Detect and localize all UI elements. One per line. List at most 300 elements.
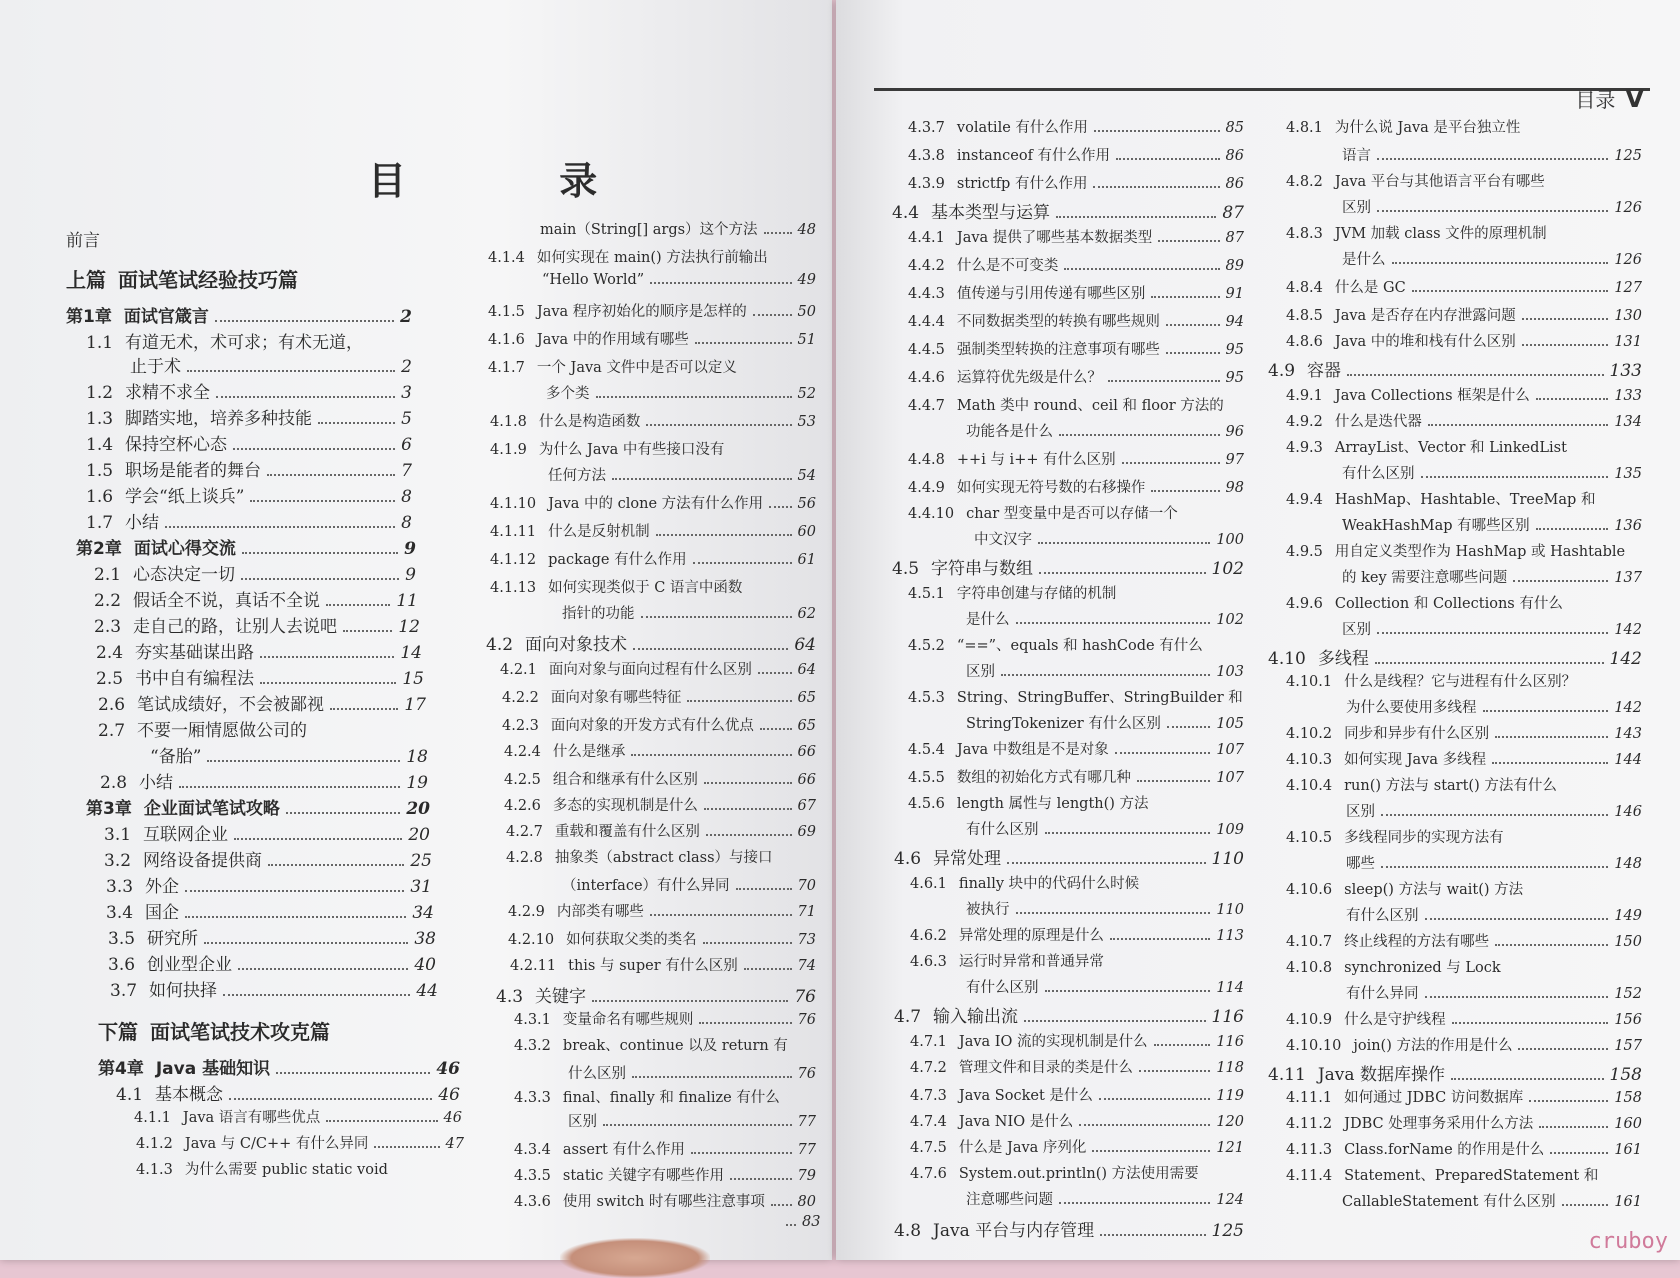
toc-entry bbox=[540, 218, 816, 239]
toc-entry-number: 1.5 bbox=[86, 461, 114, 481]
toc-entry bbox=[1286, 592, 1616, 613]
toc-entry-number: 4.10.8 bbox=[1286, 960, 1333, 976]
toc-entry-number: 1.3 bbox=[86, 409, 114, 429]
toc-entry bbox=[1342, 1190, 1642, 1211]
toc-entry-page: 65 bbox=[797, 718, 816, 734]
dot-leader bbox=[1536, 398, 1609, 400]
toc-entry bbox=[508, 900, 816, 921]
dot-leader bbox=[1562, 1204, 1609, 1206]
dot-leader bbox=[760, 728, 792, 730]
dot-leader bbox=[744, 968, 792, 970]
toc-entry-title: Java Socket 是什么 bbox=[958, 1088, 1093, 1104]
dot-leader bbox=[374, 1146, 439, 1148]
toc-entry-page: 9 bbox=[404, 539, 416, 559]
toc-entry-number: 4.4 bbox=[892, 203, 920, 223]
toc-entry bbox=[894, 1002, 1244, 1027]
dot-leader bbox=[330, 708, 398, 710]
toc-entry-number: 4.9.6 bbox=[1286, 596, 1323, 612]
toc-entry bbox=[490, 520, 816, 541]
dot-leader bbox=[1539, 1126, 1608, 1128]
dot-leader bbox=[693, 562, 792, 564]
toc-entry bbox=[908, 144, 1244, 165]
toc-entry-title: Java 平台与内存管理 bbox=[933, 1221, 1095, 1241]
dot-leader bbox=[1139, 1070, 1210, 1072]
dot-leader bbox=[1110, 938, 1210, 940]
toc-entry-number: 4.4.7 bbox=[908, 398, 945, 414]
toc-entry-number: 4.11.4 bbox=[1286, 1168, 1333, 1184]
toc-entry bbox=[908, 338, 1244, 359]
toc-entry-title: 值传递与引用传递有哪些区别 bbox=[956, 286, 1146, 302]
toc-entry-number: 4.2.5 bbox=[504, 772, 541, 788]
toc-entry-page: 69 bbox=[797, 824, 816, 840]
toc-entry-number: 第3章 bbox=[86, 799, 132, 819]
dot-leader bbox=[786, 1224, 796, 1226]
toc-entry-title: finally 块中的代码什么时候 bbox=[958, 876, 1140, 892]
toc-entry-page: 76 bbox=[797, 1066, 816, 1082]
toc-entry bbox=[894, 844, 1244, 869]
toc-entry-title: 假话全不说，真话不全说 bbox=[133, 591, 321, 611]
toc-entry-number: 4.1.4 bbox=[488, 250, 525, 266]
toc-entry-title: run() 方法与 start() 方法有什么 bbox=[1344, 778, 1557, 794]
toc-entry bbox=[100, 768, 428, 793]
dot-leader bbox=[1116, 158, 1220, 160]
toc-entry-title: 功能各是什么 bbox=[966, 424, 1053, 440]
toc-entry bbox=[106, 872, 432, 897]
dot-leader bbox=[1495, 736, 1608, 738]
dot-leader bbox=[179, 786, 400, 788]
toc-entry-number: 2.2 bbox=[94, 591, 122, 611]
dot-leader bbox=[1451, 1078, 1604, 1080]
toc-entry bbox=[910, 872, 1220, 893]
toc-entry-page: 77 bbox=[797, 1142, 816, 1158]
dot-leader bbox=[656, 534, 792, 536]
dot-leader bbox=[215, 320, 394, 322]
toc-entry bbox=[1286, 956, 1616, 977]
toc-entry-title: 研究所 bbox=[147, 929, 199, 949]
toc-entry-number: 4.4.2 bbox=[908, 258, 945, 274]
toc-entry bbox=[966, 420, 1244, 441]
toc-entry-number: 4.3.9 bbox=[908, 176, 945, 192]
toc-entry bbox=[1286, 488, 1616, 509]
toc-entry-page: 79 bbox=[797, 1168, 816, 1184]
toc-entry-page: 66 bbox=[797, 744, 816, 760]
toc-entry bbox=[1286, 540, 1642, 561]
dot-leader bbox=[641, 616, 792, 618]
toc-entry-title: 小结 bbox=[125, 513, 160, 533]
toc-entry bbox=[510, 954, 816, 975]
toc-entry-number: 4.7.6 bbox=[910, 1166, 947, 1182]
toc-entry-page: 85 bbox=[1225, 120, 1244, 136]
toc-entry-number: 下篇 bbox=[98, 1020, 138, 1044]
toc-entry-title: 哪些 bbox=[1346, 856, 1375, 872]
toc-entry-number: 2.4 bbox=[96, 643, 124, 663]
toc-entry-title: 是什么 bbox=[966, 612, 1010, 628]
toc-entry-number: 4.1.5 bbox=[488, 304, 525, 320]
toc-entry-title: CallableStatement 有什么区别 bbox=[1342, 1194, 1556, 1210]
toc-entry bbox=[908, 310, 1244, 331]
header-rule bbox=[874, 88, 1650, 91]
toc-entry-number: 4.1.2 bbox=[136, 1136, 173, 1152]
toc-entry-title: 基本类型与运算 bbox=[931, 203, 1051, 223]
header-label: 目录 bbox=[1575, 88, 1616, 112]
toc-entry-page: 149 bbox=[1614, 908, 1642, 924]
toc-entry bbox=[974, 528, 1244, 549]
toc-entry-title: Java NIO 是什么 bbox=[958, 1114, 1074, 1130]
toc-entry-page: 71 bbox=[797, 904, 816, 920]
toc-entry-page: 91 bbox=[1225, 286, 1244, 302]
toc-entry bbox=[106, 898, 434, 923]
toc-entry-title: this 与 super 有什么区别 bbox=[568, 958, 738, 974]
toc-entry-number: 4.10.10 bbox=[1286, 1038, 1342, 1054]
toc-entry-title: StringTokenizer 有什么区别 bbox=[966, 716, 1161, 732]
toc-entry-page: 64 bbox=[794, 635, 816, 655]
toc-entry-title: 组合和继承有什么区别 bbox=[552, 772, 698, 788]
dot-leader bbox=[1108, 380, 1220, 382]
dot-leader bbox=[1518, 1048, 1608, 1050]
toc-entry-title: Java 与 C/C++ 有什么异同 bbox=[184, 1136, 369, 1152]
toc-entry-page: 156 bbox=[1614, 1012, 1642, 1028]
dot-leader bbox=[233, 448, 395, 450]
toc-entry-number: 4.7.1 bbox=[910, 1034, 947, 1050]
toc-entry-title: final、finally 和 finalize 有什么 bbox=[562, 1090, 780, 1106]
toc-entry-title: 终止线程的方法有哪些 bbox=[1344, 934, 1490, 950]
dot-leader bbox=[631, 754, 791, 756]
dot-leader bbox=[204, 942, 408, 944]
toc-entry-title: 变量命名有哪些规则 bbox=[562, 1012, 694, 1028]
toc-entry bbox=[1268, 1060, 1642, 1085]
dot-leader bbox=[1166, 352, 1220, 354]
dot-leader bbox=[326, 604, 390, 606]
toc-entry bbox=[910, 1110, 1244, 1131]
toc-entry bbox=[514, 1190, 816, 1211]
toc-entry-title: 什么是线程？它与进程有什么区别？ bbox=[1344, 674, 1577, 690]
dot-leader bbox=[1158, 240, 1219, 242]
toc-entry-title: 多线程 bbox=[1317, 649, 1369, 669]
toc-entry-title: Java 中的堆和栈有什么区别 bbox=[1334, 334, 1516, 350]
toc-entry bbox=[98, 1016, 418, 1045]
dot-leader bbox=[260, 682, 396, 684]
toc-entry-page: 125 bbox=[1614, 148, 1642, 164]
toc-entry-number: 4.10.2 bbox=[1286, 726, 1333, 742]
dot-leader bbox=[250, 500, 395, 502]
toc-entry bbox=[514, 1086, 784, 1107]
toc-entry bbox=[908, 766, 1244, 787]
toc-entry bbox=[966, 818, 1244, 839]
toc-entry-page: 116 bbox=[1211, 1007, 1244, 1027]
toc-entry-title: 有什么异同 bbox=[1346, 986, 1419, 1002]
toc-entry-number: 3.4 bbox=[106, 903, 134, 923]
toc-entry-page: 102 bbox=[1216, 612, 1244, 628]
toc-entry-title: “==”、equals 和 hashCode 有什么 bbox=[956, 638, 1203, 654]
toc-entry-title: 心态决定一切 bbox=[133, 565, 236, 585]
toc-entry-number: 4.11.1 bbox=[1286, 1090, 1333, 1106]
toc-entry-number: 4.10.1 bbox=[1286, 674, 1333, 690]
toc-entry bbox=[1268, 356, 1642, 381]
toc-entry-number: 4.3.7 bbox=[908, 120, 945, 136]
toc-entry bbox=[504, 740, 816, 761]
toc-entry bbox=[86, 508, 412, 533]
toc-entry bbox=[1342, 618, 1642, 639]
toc-entry-number: 4.9 bbox=[1268, 361, 1296, 381]
toc-entry bbox=[542, 272, 816, 288]
dot-leader bbox=[1056, 216, 1216, 218]
toc-entry-number: 4.7.5 bbox=[910, 1140, 947, 1156]
dot-leader bbox=[758, 672, 792, 674]
toc-entry bbox=[908, 686, 1243, 707]
toc-entry bbox=[150, 742, 428, 767]
toc-entry-page: 46 bbox=[438, 1085, 460, 1105]
toc-entry-page: 109 bbox=[1216, 822, 1244, 838]
toc-entry-title: 多态的实现机制是什么 bbox=[552, 798, 698, 814]
toc-entry bbox=[490, 576, 790, 597]
dot-leader bbox=[1151, 296, 1219, 298]
toc-entry-page: 89 bbox=[1225, 258, 1244, 274]
toc-entry-page: 148 bbox=[1614, 856, 1642, 872]
toc-entry-number: 4.6.1 bbox=[910, 876, 947, 892]
toc-entry-title: 网络设备提供商 bbox=[143, 851, 263, 871]
dot-leader bbox=[736, 888, 792, 890]
toc-entry bbox=[86, 404, 412, 429]
toc-entry bbox=[506, 846, 790, 867]
dot-leader bbox=[229, 1098, 432, 1100]
toc-entry-page: 83 bbox=[802, 1214, 821, 1230]
toc-entry-number: 4.6.2 bbox=[910, 928, 947, 944]
toc-entry-title: 基本概念 bbox=[155, 1085, 224, 1105]
toc-entry-title: 学会“纸上谈兵” bbox=[125, 487, 245, 507]
toc-entry-page: 110 bbox=[1211, 849, 1244, 869]
toc-entry-title: 如何实现无符号数的右移操作 bbox=[956, 480, 1146, 496]
toc-entry-title: 内部类有哪些 bbox=[556, 904, 644, 920]
toc-entry bbox=[1342, 144, 1642, 165]
toc-entry-page: 136 bbox=[1614, 518, 1642, 534]
toc-entry-number: 4.5.5 bbox=[908, 770, 945, 786]
toc-entry bbox=[966, 712, 1244, 733]
toc-entry-number: 1.6 bbox=[86, 487, 114, 507]
dot-leader bbox=[1495, 944, 1608, 946]
toc-entry-page: 107 bbox=[1216, 742, 1244, 758]
dot-leader bbox=[1092, 1150, 1210, 1152]
toc-entry bbox=[514, 1164, 816, 1185]
toc-entry bbox=[96, 638, 422, 663]
toc-entry-title: volatile 有什么作用 bbox=[956, 120, 1088, 136]
toc-entry-title: 职场是能者的舞台 bbox=[125, 461, 262, 481]
toc-entry bbox=[1268, 644, 1642, 669]
toc-entry bbox=[66, 264, 386, 293]
toc-entry-page: 100 bbox=[1216, 532, 1244, 548]
toc-entry bbox=[910, 1084, 1244, 1105]
toc-entry bbox=[108, 950, 436, 975]
dot-leader bbox=[633, 648, 788, 650]
dot-leader bbox=[1100, 1234, 1205, 1236]
toc-entry bbox=[562, 874, 816, 895]
toc-entry-title: String、StringBuffer、StringBuilder 和 bbox=[956, 690, 1243, 706]
toc-entry-title: Java 程序初始化的顺序是怎样的 bbox=[536, 304, 747, 320]
toc-entry-page: 31 bbox=[410, 877, 432, 897]
dot-leader bbox=[216, 396, 395, 398]
toc-entry bbox=[496, 982, 816, 1007]
toc-entry bbox=[1286, 722, 1642, 743]
toc-entry-title: join() 方法的作用是什么 bbox=[1353, 1038, 1513, 1054]
dot-leader bbox=[165, 526, 395, 528]
toc-entry bbox=[86, 456, 412, 481]
toc-entry-title: 字符串与数组 bbox=[931, 559, 1034, 579]
toc-entry bbox=[1346, 852, 1642, 873]
dot-leader bbox=[207, 760, 400, 762]
toc-entry bbox=[1286, 670, 1626, 691]
dot-leader bbox=[1522, 344, 1609, 346]
toc-entry bbox=[66, 226, 366, 251]
toc-entry-number: 4.5.3 bbox=[908, 690, 945, 706]
toc-entry-page: 98 bbox=[1225, 480, 1244, 496]
toc-entry bbox=[1286, 748, 1642, 769]
toc-entry-title: 区别 bbox=[1346, 804, 1375, 820]
toc-entry-title: 强制类型转换的注意事项有哪些 bbox=[956, 342, 1160, 358]
toc-entry-page: 46 bbox=[436, 1059, 460, 1079]
toc-entry-page: 44 bbox=[416, 981, 438, 1001]
toc-entry bbox=[1286, 1086, 1642, 1107]
toc-entry-number: 4.2.4 bbox=[504, 744, 541, 760]
running-header bbox=[1575, 84, 1644, 113]
toc-entry-number: 4.10.3 bbox=[1286, 752, 1333, 768]
toc-entry-title: 为什么 Java 中有些接口没有 bbox=[538, 442, 725, 458]
toc-entry bbox=[1342, 462, 1642, 483]
dot-leader bbox=[185, 916, 406, 918]
toc-entry-title: Java 基础知识 bbox=[155, 1059, 271, 1079]
dot-leader bbox=[260, 656, 394, 658]
dot-leader bbox=[1154, 1044, 1211, 1046]
toc-entry-page: 118 bbox=[1216, 1060, 1244, 1076]
toc-entry-page: 53 bbox=[797, 414, 816, 430]
toc-entry-page: 65 bbox=[797, 690, 816, 706]
toc-entry bbox=[908, 172, 1244, 193]
toc-entry-number: 3.7 bbox=[110, 981, 138, 1001]
finger-image bbox=[560, 1238, 710, 1278]
toc-entry-number: 4.1.11 bbox=[490, 524, 537, 540]
toc-entry bbox=[104, 846, 432, 871]
toc-entry bbox=[136, 1132, 464, 1153]
toc-entry bbox=[98, 1054, 460, 1079]
toc-entry-number: 2.6 bbox=[98, 695, 126, 715]
toc-entry bbox=[568, 1110, 816, 1131]
toc-entry-title: 止于术 bbox=[130, 357, 181, 377]
dot-leader bbox=[1045, 990, 1211, 992]
dot-leader bbox=[1412, 290, 1609, 292]
toc-entry-page: 133 bbox=[1609, 361, 1642, 381]
toc-entry-number: 4.2.10 bbox=[508, 932, 555, 948]
toc-entry-page: 134 bbox=[1614, 414, 1642, 430]
dot-leader bbox=[234, 838, 402, 840]
toc-entry-page: 46 bbox=[443, 1110, 462, 1126]
toc-entry bbox=[908, 366, 1244, 387]
toc-entry-page: 114 bbox=[1216, 980, 1244, 996]
toc-entry bbox=[546, 382, 816, 403]
toc-entry-title: strictfp 有什么作用 bbox=[956, 176, 1088, 192]
toc-entry-title: JVM 加载 class 文件的原理机制 bbox=[1334, 226, 1547, 242]
toc-entry-number: 4.1.3 bbox=[136, 1162, 173, 1178]
toc-entry-number: 2.1 bbox=[94, 565, 122, 585]
dot-leader bbox=[1166, 324, 1220, 326]
toc-entry-page: 6 bbox=[401, 435, 412, 455]
toc-entry-title: synchronized 与 Lock bbox=[1344, 960, 1501, 976]
toc-entry-number: 4.1 bbox=[116, 1085, 144, 1105]
toc-entry-number: 4.1.6 bbox=[488, 332, 525, 348]
dot-leader bbox=[1513, 580, 1608, 582]
toc-entry-number: 4.11 bbox=[1268, 1065, 1306, 1085]
toc-entry-title: 互联网企业 bbox=[143, 825, 229, 845]
toc-entry-page: 56 bbox=[797, 496, 816, 512]
dot-leader bbox=[223, 994, 410, 996]
toc-entry-page: 120 bbox=[1216, 1114, 1244, 1130]
toc-entry bbox=[1286, 878, 1616, 899]
toc-entry-title: break、continue 以及 return 有 bbox=[562, 1038, 788, 1054]
dot-leader bbox=[268, 864, 404, 866]
toc-entry bbox=[508, 928, 816, 949]
dot-leader bbox=[286, 812, 400, 814]
toc-entry bbox=[488, 300, 816, 321]
toc-entry-page: 77 bbox=[797, 1114, 816, 1130]
toc-entry-page: 9 bbox=[405, 565, 416, 585]
dot-leader bbox=[603, 1124, 792, 1126]
toc-entry-page: 86 bbox=[1225, 148, 1244, 164]
dot-leader bbox=[1377, 210, 1608, 212]
dot-leader bbox=[1381, 814, 1608, 816]
toc-entry-page: 143 bbox=[1614, 726, 1642, 742]
toc-entry-number: 4.7.2 bbox=[910, 1060, 947, 1076]
toc-entry bbox=[490, 438, 790, 459]
left-page bbox=[0, 0, 832, 1260]
toc-entry-page: 125 bbox=[1211, 1221, 1244, 1241]
toc-entry bbox=[1286, 1112, 1642, 1133]
dot-leader bbox=[699, 1022, 791, 1024]
toc-entry-number: 4.11.2 bbox=[1286, 1116, 1333, 1132]
toc-entry-title: 语言 bbox=[1342, 148, 1371, 164]
dot-leader bbox=[691, 1152, 792, 1154]
toc-entry-number: 2.5 bbox=[96, 669, 124, 689]
toc-entry-page: 137 bbox=[1614, 570, 1642, 586]
toc-entry-title: 的 key 需要注意哪些问题 bbox=[1342, 570, 1508, 586]
toc-entry-number: 3.6 bbox=[108, 955, 136, 975]
toc-entry-title: assert 有什么作用 bbox=[562, 1142, 685, 1158]
toc-entry-page: 160 bbox=[1614, 1116, 1642, 1132]
toc-entry-number: 4.1.7 bbox=[488, 360, 525, 376]
toc-entry-page: 38 bbox=[414, 929, 436, 949]
toc-entry bbox=[1346, 800, 1642, 821]
toc-entry-number: 3.1 bbox=[104, 825, 132, 845]
toc-entry-number: 4.10.9 bbox=[1286, 1012, 1333, 1028]
toc-entry bbox=[86, 430, 412, 455]
toc-entry-page: 7 bbox=[401, 461, 412, 481]
toc-entry-page: 142 bbox=[1614, 700, 1642, 716]
page-number-roman: V bbox=[1625, 85, 1644, 113]
toc-entry-number: 4.4.10 bbox=[908, 506, 955, 522]
dot-leader bbox=[1039, 572, 1206, 574]
toc-entry-number: 4.4.6 bbox=[908, 370, 945, 386]
toc-entry-page: 161 bbox=[1614, 1142, 1642, 1158]
toc-entry-title: HashMap、Hashtable、TreeMap 和 bbox=[1334, 492, 1596, 508]
toc-entry-title: 脚踏实地，培养多种技能 bbox=[125, 409, 313, 429]
toc-entry-page: 95 bbox=[1225, 342, 1244, 358]
toc-entry bbox=[780, 1214, 821, 1230]
toc-entry bbox=[98, 690, 426, 715]
toc-entry-number: 4.6.3 bbox=[910, 954, 947, 970]
toc-entry-number: 4.9.3 bbox=[1286, 440, 1323, 456]
toc-entry-title: Java Collections 框架是什么 bbox=[1334, 388, 1530, 404]
dot-leader bbox=[1381, 866, 1608, 868]
dot-leader bbox=[326, 1120, 437, 1122]
toc-entry bbox=[1286, 384, 1642, 405]
toc-entry bbox=[1342, 196, 1642, 217]
toc-entry bbox=[892, 198, 1244, 223]
